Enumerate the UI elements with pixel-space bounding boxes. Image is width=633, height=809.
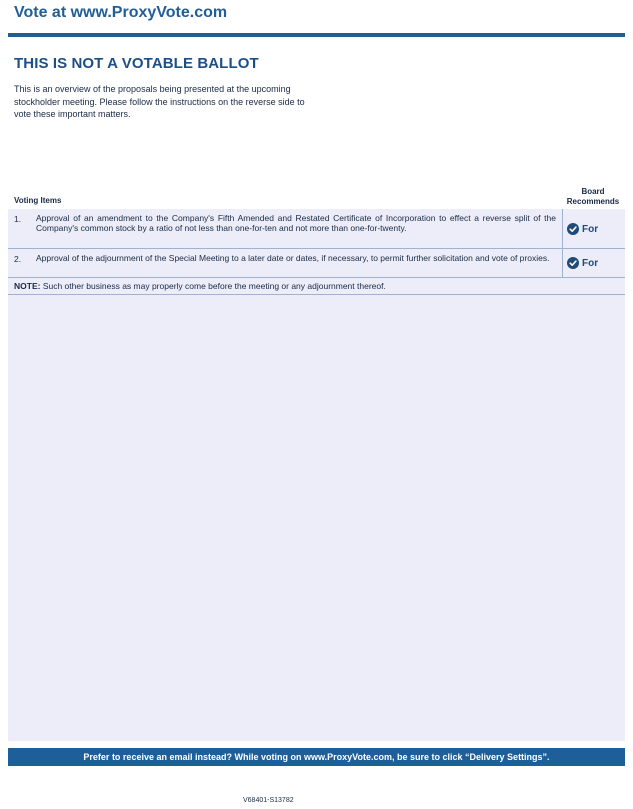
voting-item-row (8, 209, 625, 249)
note (14, 281, 386, 291)
voting-items-header: Voting Items (14, 196, 62, 205)
voting-item-row (8, 249, 625, 278)
board-header-line2: Recommends (566, 197, 620, 206)
board-header-line1: Board (581, 187, 605, 196)
proxyvote-header-title: Vote at www.ProxyVote.com (14, 4, 228, 21)
item-description: Approval of the adjournment of the Special Meeting to a later date or dates, if necessary, to permit further solicitation and vote of proxies. (36, 253, 550, 263)
check-circle-icon (567, 223, 579, 235)
item-description: Approval of an amendment to the Company's Fifth Amended and Restated Certificate of Incorporation to effect a reverse split of the Company's common stock by a ratio of not less than one-for-ten and not more than one-for-twenty. (36, 213, 556, 233)
recommendation-label: For (582, 257, 599, 269)
document-code: V68401-S13782 (243, 797, 294, 804)
check-circle-icon (567, 257, 579, 269)
recommendation (567, 223, 598, 235)
note-row (8, 278, 625, 295)
intro-paragraph: This is an overview of the proposals being presented at the upcoming stockholder meeting. Please follow the instructions on the reverse side to vote these important matters. (14, 84, 305, 119)
note-label: NOTE: (14, 281, 41, 291)
item-number: 2. (14, 254, 22, 264)
note-text: Such other business as may properly come before the meeting or any adjournment thereof. (40, 281, 386, 291)
recommendation-label: For (582, 223, 599, 235)
item-number: 1. (14, 214, 22, 224)
board-recommends-header (560, 187, 626, 207)
recommendation-cell (562, 249, 626, 277)
page-title: THIS IS NOT A VOTABLE BALLOT (14, 55, 259, 72)
recommendation-cell (562, 209, 626, 248)
recommendation (567, 257, 598, 269)
delivery-settings-banner: Prefer to receive an email instead? While voting on www.ProxyVote.com, be sure to click “Delivery Settings”. (8, 748, 625, 766)
header-divider (8, 33, 625, 37)
